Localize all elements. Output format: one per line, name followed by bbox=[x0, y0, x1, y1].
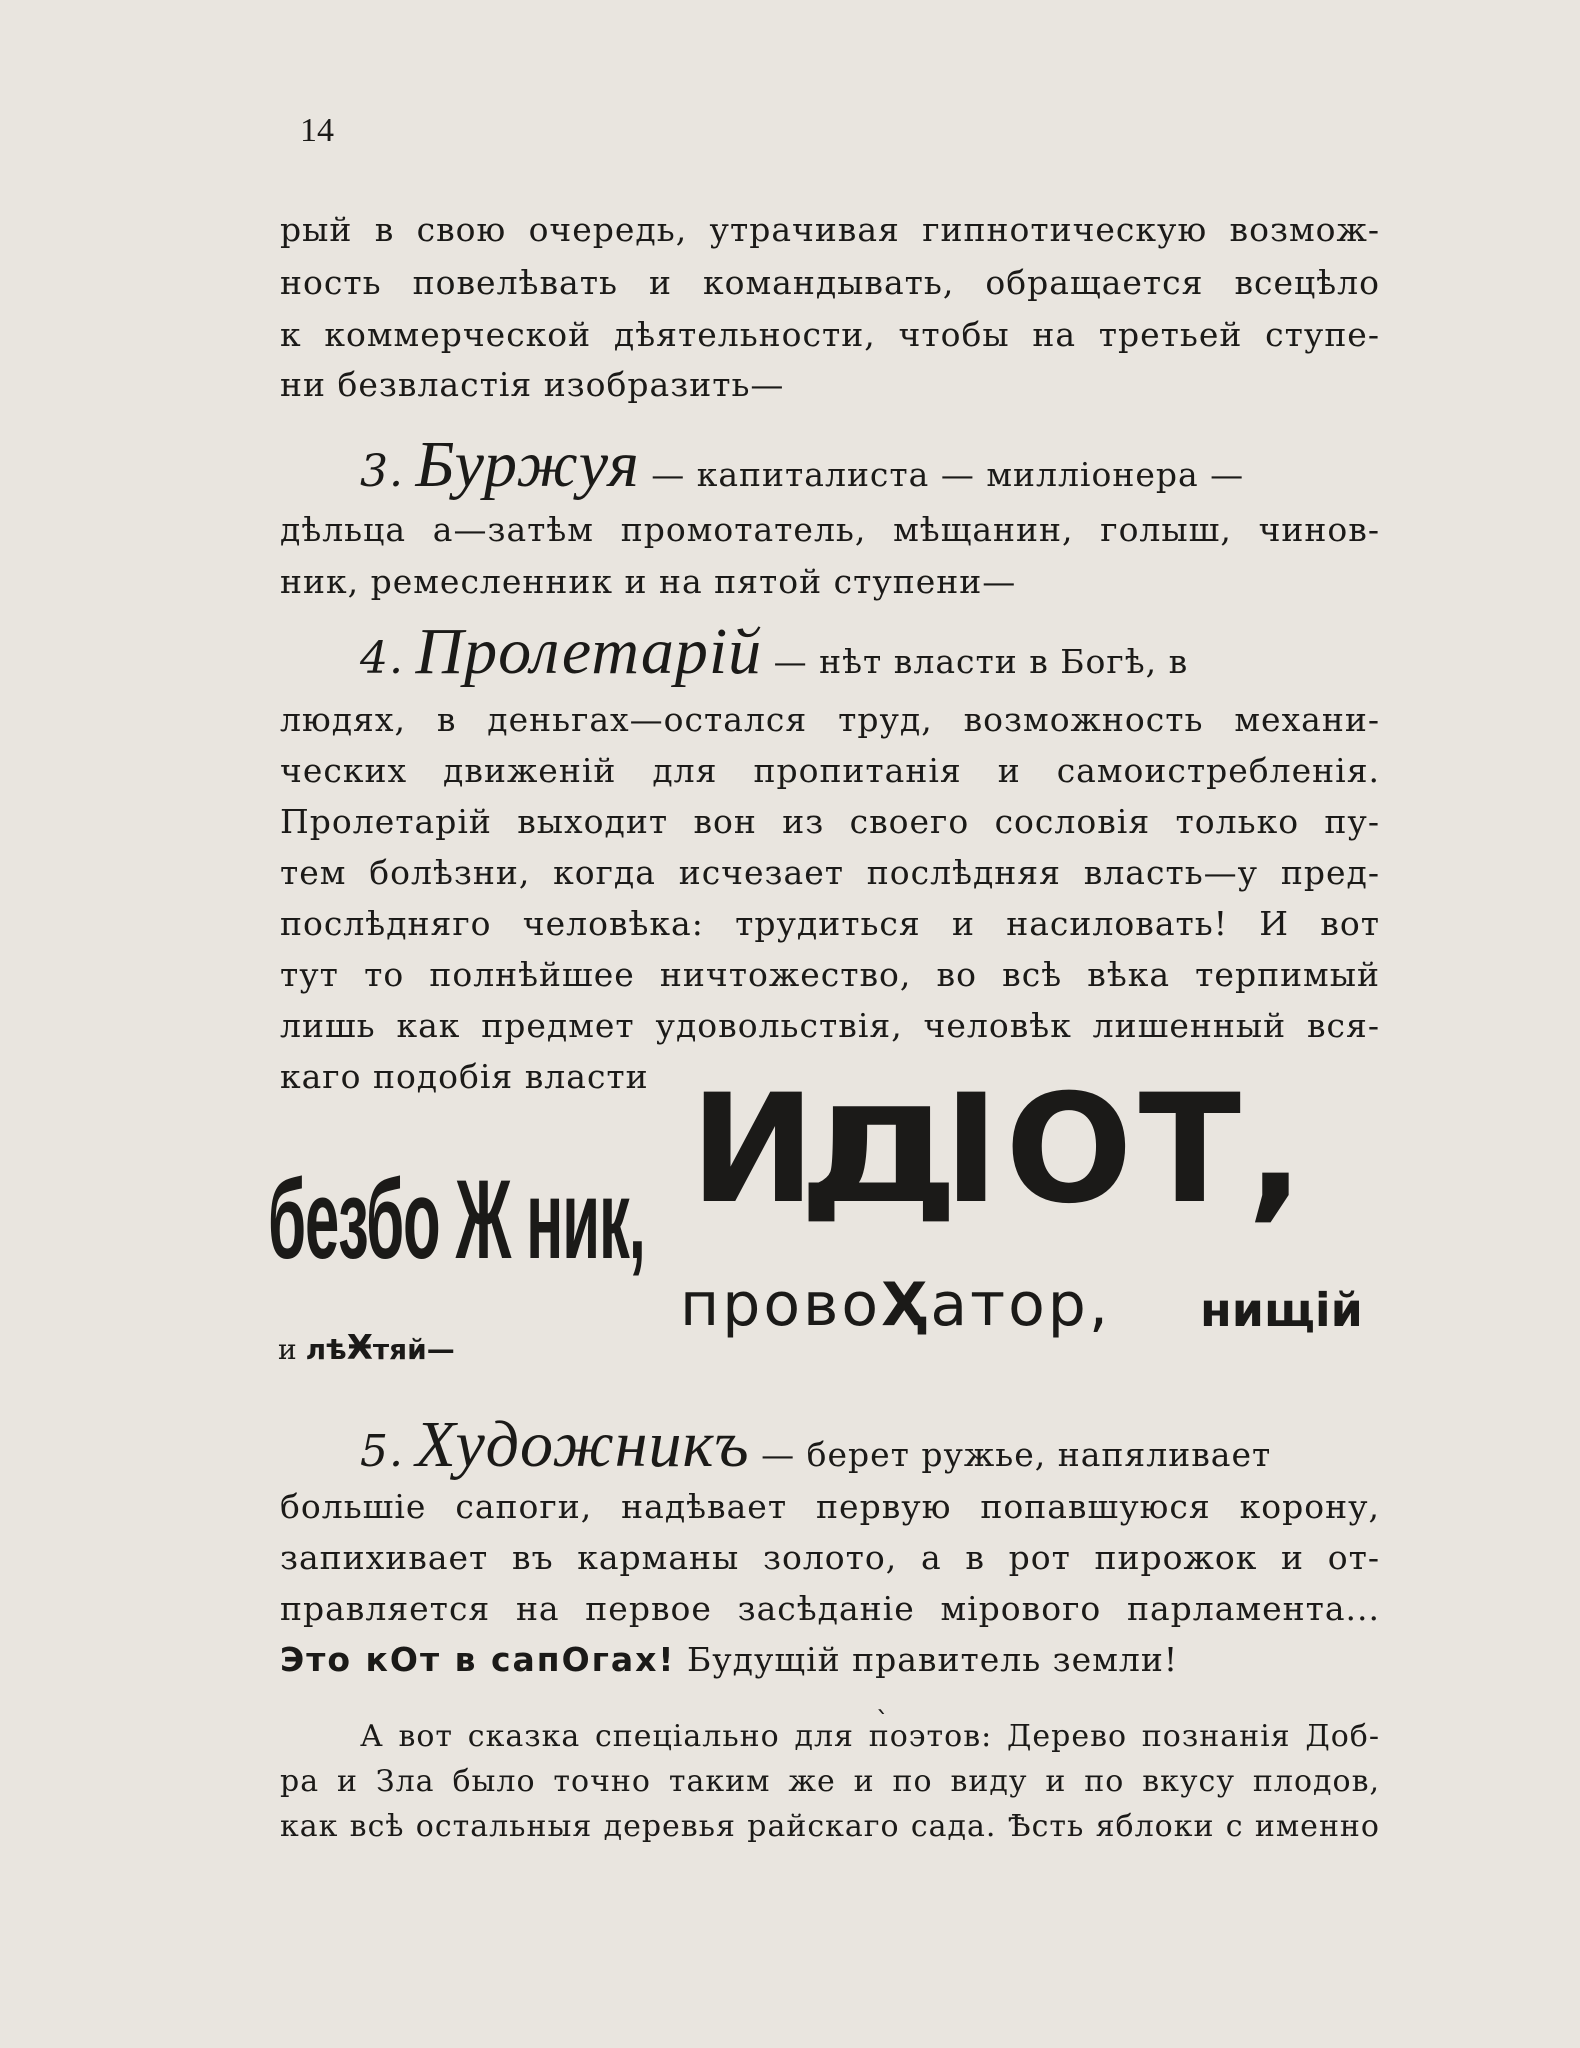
final-phrase: Будущій правитель земли! bbox=[686, 1640, 1179, 1679]
text-line: тут то полнѣйшее ничтожество, во всѣ вѣка терпимый bbox=[280, 955, 1380, 994]
item-5-rest: — берет ружье, напяливает bbox=[761, 1435, 1272, 1474]
text-line: дѣльца а—затѣм промотатель, мѣщанин, голыш, чинов- bbox=[280, 510, 1380, 549]
item-4-word: Пролетарій bbox=[415, 615, 763, 688]
item-3-heading bbox=[360, 425, 1380, 515]
text-line: к коммерческой дѣятельности, чтобы на третьей ступе- bbox=[280, 315, 1380, 354]
provokator-part: прово bbox=[680, 1270, 882, 1340]
bold-phrase: Это кОт в сапОгах! bbox=[280, 1640, 676, 1679]
text-line: лишь как предмет удовольствія, человѣк лишенный вся- bbox=[280, 1006, 1380, 1045]
text-line: ческих движеній для пропитанія и самоистребленія. bbox=[280, 751, 1380, 790]
text-line: Пролетарій выходит вон из своего сословія только пу- bbox=[280, 802, 1380, 841]
word-bezbozhnik: безбо Ж ник, bbox=[268, 1157, 645, 1282]
item-4-heading bbox=[360, 612, 1380, 702]
word-letyay bbox=[278, 1328, 455, 1370]
word-idiot bbox=[690, 1060, 1310, 1246]
letyay-part: и bbox=[278, 1333, 297, 1366]
text-line: тем болѣзни, когда исчезает послѣдняя власть—у пред- bbox=[280, 853, 1380, 892]
text-line: большіе сапоги, надѣвает первую попавшуюся корону, bbox=[280, 1487, 1380, 1526]
letyay-part: Ӿ bbox=[346, 1328, 373, 1368]
provokator-part: атор, bbox=[930, 1270, 1111, 1340]
item-3-rest: — капиталиста — милліонера — bbox=[651, 455, 1245, 494]
idiot-part: ІОТ, bbox=[943, 1063, 1310, 1237]
stray-mark: ˎ bbox=[876, 1685, 889, 1715]
text-line: людях, в деньгах—остался труд, возможность механи- bbox=[280, 700, 1380, 739]
item-4-rest: — нѣт власти в Богѣ, в bbox=[773, 642, 1189, 681]
text-line: рый в свою очередь, утрачивая гипнотическую возмож- bbox=[280, 210, 1380, 249]
text-line: ра и Зла было точно таким же и по виду и по вкусу плодов, bbox=[280, 1764, 1380, 1799]
item-5-word: Художникъ bbox=[415, 1408, 750, 1481]
text-line: каго подобія власти bbox=[280, 1057, 649, 1096]
provokator-part: Ҳ bbox=[881, 1270, 931, 1340]
word-nishchiy: нищій bbox=[1200, 1283, 1363, 1337]
item-4-number: 4. bbox=[360, 633, 404, 684]
text-line bbox=[280, 1635, 1380, 1685]
item-3-number: 3. bbox=[360, 446, 404, 497]
item-5-number: 5. bbox=[360, 1426, 404, 1477]
text-line: послѣдняго человѣка: трудиться и насиловать! И вот bbox=[280, 904, 1380, 943]
text-line: ник, ремесленник и на пятой ступени— bbox=[280, 562, 1017, 601]
text-line: ни безвластія изобразить— bbox=[280, 365, 785, 404]
word-provokator bbox=[680, 1265, 1111, 1345]
item-3-word: Буржуя bbox=[415, 428, 640, 501]
text-line: А вот сказка спеціально для поэтов: Дерево познанія Доб- bbox=[360, 1719, 1380, 1754]
text-line: как всѣ остальныя деревья райскаго сада. Ѣсть яблоки с именно bbox=[280, 1809, 1380, 1844]
idiot-part: И bbox=[690, 1063, 822, 1237]
text-line: ность повелѣвать и командывать, обращается всецѣло bbox=[280, 263, 1380, 302]
text-line: правляется на первое засѣданіе мірового парламента... bbox=[280, 1589, 1380, 1628]
text-line: запихивает въ карманы золото, а в рот пирожок и от- bbox=[280, 1538, 1380, 1577]
page-number: 14 bbox=[300, 112, 334, 149]
letyay-part: лѣ bbox=[305, 1333, 347, 1366]
idiot-part: Д bbox=[797, 1080, 968, 1232]
letyay-part: тяй— bbox=[372, 1333, 455, 1366]
